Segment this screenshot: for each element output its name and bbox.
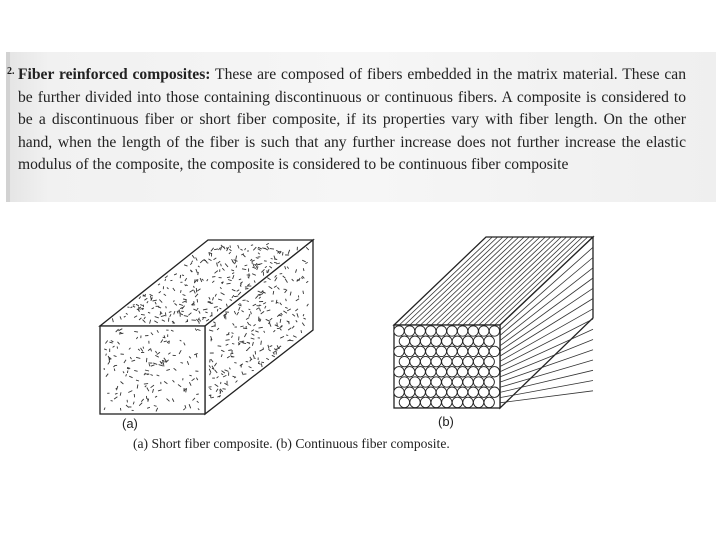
composite-figure xyxy=(0,220,720,460)
short-fiber-dash xyxy=(120,408,121,411)
short-fiber-dash xyxy=(197,299,198,302)
fiber-cross-section xyxy=(484,356,494,366)
short-fiber-dash xyxy=(163,362,164,366)
short-fiber-dash xyxy=(133,305,135,306)
fiber-cross-section xyxy=(394,346,404,356)
fiber-cross-section xyxy=(452,377,462,387)
short-fiber-dash xyxy=(234,363,236,364)
paragraph-lead: Fiber reinforced composites: xyxy=(18,66,211,83)
short-fiber-dash xyxy=(241,283,242,285)
short-fiber-dash xyxy=(303,291,304,294)
fiber-cross-section xyxy=(420,336,430,346)
short-fiber-dash xyxy=(169,341,170,344)
fiber-cross-section xyxy=(410,397,420,407)
fiber-cross-section xyxy=(463,397,473,407)
short-fiber-dash xyxy=(196,394,199,395)
fiber-cross-section xyxy=(399,397,409,407)
short-fiber-dash xyxy=(226,340,230,341)
short-fiber-dash xyxy=(271,259,273,260)
fiber-cross-section xyxy=(457,346,467,356)
short-fiber-dash xyxy=(245,289,248,290)
fiber-cross-section xyxy=(489,346,499,356)
fiber-cross-section xyxy=(394,326,404,336)
short-fiber-dash xyxy=(236,266,237,268)
fiber-cross-section xyxy=(473,397,483,407)
short-fiber-dash xyxy=(111,401,113,402)
fiber-cross-section xyxy=(463,336,473,346)
short-fiber-dash xyxy=(261,341,262,345)
fiber-cross-section xyxy=(431,397,441,407)
fiber-cross-section xyxy=(484,336,494,346)
fiber-cross-section xyxy=(452,336,462,346)
fiber-cross-section xyxy=(394,367,404,377)
fiber-cross-section xyxy=(404,326,414,336)
short-fiber-dash xyxy=(261,362,264,363)
fiber-cross-section xyxy=(404,346,414,356)
fiber-cross-section xyxy=(436,326,446,336)
short-fiber-dash xyxy=(286,335,288,336)
fiber-cross-section xyxy=(442,397,452,407)
fiber-cross-section xyxy=(431,377,441,387)
fiber-cross-section xyxy=(426,346,436,356)
fiber-cross-section xyxy=(468,326,478,336)
fiber-cross-section xyxy=(426,387,436,397)
label-continuous-fiber: (b) xyxy=(438,414,454,429)
fiber-cross-section xyxy=(447,387,457,397)
short-fiber-dash xyxy=(270,249,274,250)
short-fiber-dash xyxy=(127,368,129,369)
fiber-cross-section xyxy=(404,387,414,397)
fiber-cross-section xyxy=(473,336,483,346)
fiber-cross-section xyxy=(399,336,409,346)
short-fiber-block xyxy=(100,240,313,414)
short-fiber-dash xyxy=(209,387,212,388)
fiber-cross-section xyxy=(410,377,420,387)
short-fiber-dash xyxy=(232,344,234,345)
fiber-cross-section xyxy=(442,356,452,366)
fiber-cross-section xyxy=(452,397,462,407)
fiber-cross-section xyxy=(457,387,467,397)
fiber-cross-section xyxy=(468,387,478,397)
continuous-fiber-block xyxy=(394,237,593,408)
short-fiber-dash xyxy=(181,290,182,293)
short-fiber-dash xyxy=(127,371,128,374)
fiber-cross-section xyxy=(479,367,489,377)
fiber-cross-section xyxy=(463,377,473,387)
short-fiber-dash xyxy=(162,360,164,361)
fiber-cross-section xyxy=(426,326,436,336)
fiber-cross-section xyxy=(404,367,414,377)
paragraph-body: These are composed of fibers embedded in the matrix material. These can be further divided into those containing discontinuous or continuous fibers. A composite is considered to be a discontinuous fiber or short fiber composite, if its properties vary with fiber length. On the other hand, when the length of the fiber is such that any further increase does not further increase the elastic modulus of the composite, the composite is considered to be continuous fiber composite xyxy=(18,66,686,173)
fiber-cross-section xyxy=(399,356,409,366)
fiber-cross-section xyxy=(468,346,478,356)
fiber-cross-section xyxy=(436,387,446,397)
fiber-cross-section xyxy=(436,367,446,377)
item-number: 2. xyxy=(7,66,15,77)
fiber-cross-section xyxy=(473,356,483,366)
fiber-cross-section xyxy=(489,326,499,336)
short-fiber-dash xyxy=(255,351,256,354)
fiber-cross-section xyxy=(479,326,489,336)
fiber-cross-section xyxy=(394,387,404,397)
fiber-cross-section xyxy=(426,367,436,377)
fiber-cross-section xyxy=(479,346,489,356)
fiber-cross-section xyxy=(431,356,441,366)
fiber-cross-section xyxy=(479,387,489,397)
fiber-cross-section xyxy=(489,367,499,377)
fiber-cross-section xyxy=(457,367,467,377)
short-fiber-dash xyxy=(146,358,147,362)
short-fiber-dash xyxy=(264,282,267,283)
fiber-cross-section xyxy=(436,346,446,356)
short-fiber-dash xyxy=(144,384,148,385)
short-fiber-dash xyxy=(209,395,212,396)
fiber-cross-section xyxy=(468,367,478,377)
short-fiber-dash xyxy=(217,309,218,311)
fiber-cross-section xyxy=(420,356,430,366)
fiber-cross-section xyxy=(473,377,483,387)
short-fiber-dash xyxy=(227,283,231,284)
short-fiber-dash xyxy=(223,389,226,390)
fiber-cross-section xyxy=(489,387,499,397)
fiber-cross-section xyxy=(420,397,430,407)
fiber-cross-section xyxy=(463,356,473,366)
fiber-cross-section xyxy=(410,336,420,346)
fiber-cross-section xyxy=(447,346,457,356)
fiber-cross-section xyxy=(420,377,430,387)
figure-caption: (a) Short fiber composite. (b) Continuous fiber composite. xyxy=(133,436,450,451)
fiber-cross-section xyxy=(452,356,462,366)
short-fiber-front-face xyxy=(100,326,205,414)
fiber-cross-section xyxy=(415,367,425,377)
fiber-cross-section xyxy=(447,367,457,377)
fiber-cross-section xyxy=(484,397,494,407)
short-fiber-dash xyxy=(273,291,274,295)
description-paragraph xyxy=(18,64,686,177)
short-fiber-dash xyxy=(301,330,302,333)
fiber-cross-section xyxy=(457,326,467,336)
short-fiber-dash xyxy=(198,272,199,275)
short-fiber-dash xyxy=(283,252,284,255)
short-fiber-dash xyxy=(166,306,167,308)
fiber-cross-section xyxy=(431,336,441,346)
fiber-cross-section xyxy=(410,356,420,366)
fiber-cross-section xyxy=(442,336,452,346)
fiber-cross-section xyxy=(415,346,425,356)
fiber-cross-section xyxy=(415,387,425,397)
fiber-cross-section xyxy=(415,326,425,336)
short-fiber-dash xyxy=(174,300,175,302)
fiber-cross-section xyxy=(447,326,457,336)
short-fiber-dash xyxy=(218,346,222,347)
fiber-cross-section xyxy=(442,377,452,387)
fiber-cross-section xyxy=(399,377,409,387)
short-fiber-dash xyxy=(120,332,122,333)
short-fiber-dash xyxy=(274,259,277,260)
label-short-fiber: (a) xyxy=(122,416,138,431)
short-fiber-dash xyxy=(196,354,197,357)
fiber-cross-section xyxy=(484,377,494,387)
short-fiber-dash xyxy=(251,245,253,246)
